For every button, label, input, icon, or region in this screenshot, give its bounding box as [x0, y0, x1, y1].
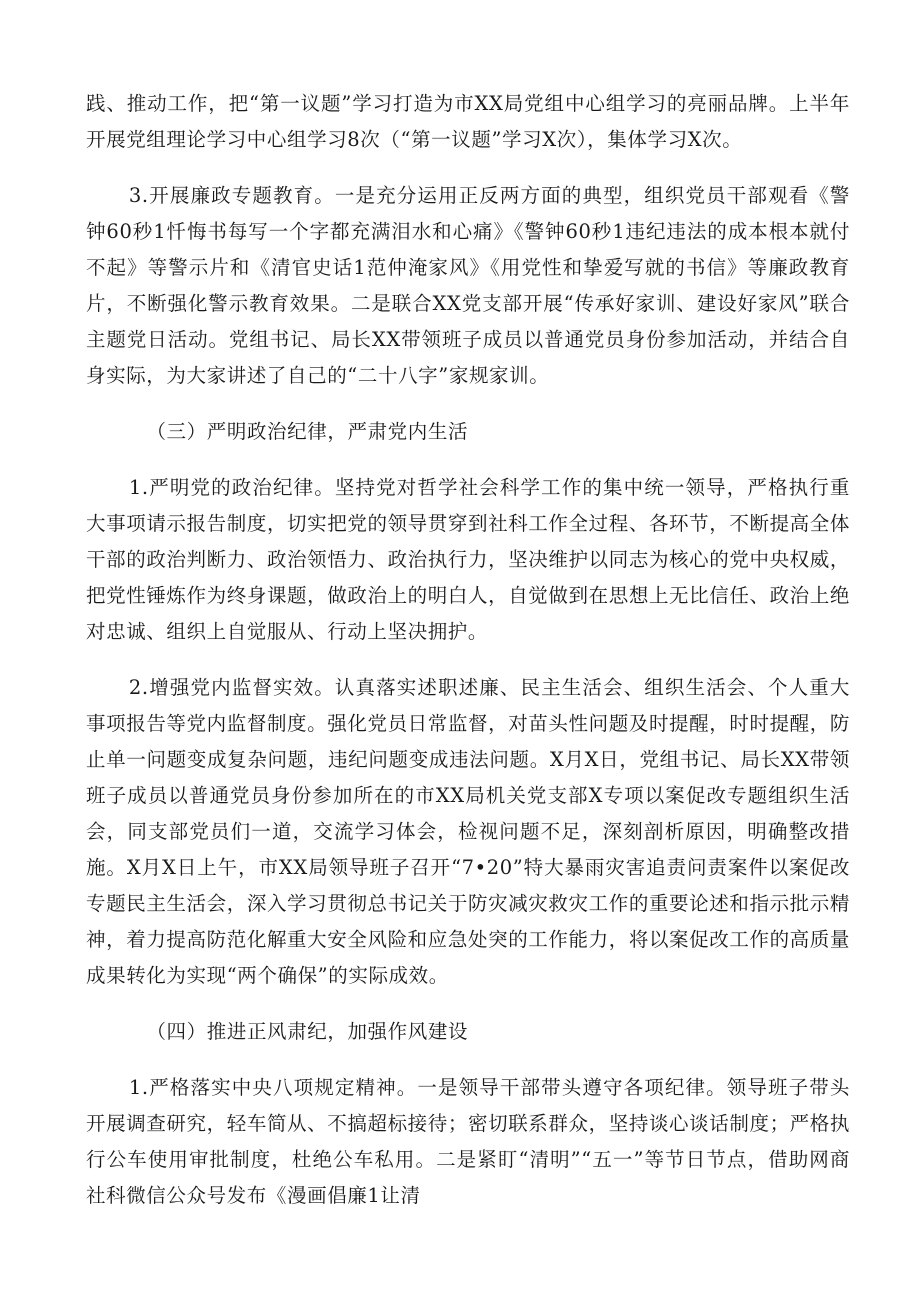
paragraph-clean-government-education: 3.开展廉政专题教育。一是充分运用正反两方面的典型，组织党员干部观看《警钟60秒1忏悔书每写一个字都充满泪水和心痛》《警钟60秒1违纪违法的成本根本就付不起》等警示片和《清官史话1范仲淹家风》《用党性和挚爱写就的书信》等廉政教育片，不断强化警示教育效果。二是联合XX党支部开展“传承好家训、建设好家风”联合主题党日活动。党组书记、局长XX带领班子成员以普通党员身份参加活动，并结合自身实际，为大家讲述了自己的“二十八字”家规家训。	[86, 184, 850, 387]
section-heading-3: （三）严明政治纪律，严肃党内生活	[146, 420, 469, 443]
section-heading-4: （四）推进正风肃纪，加强作风建设	[146, 1020, 469, 1043]
paragraph-continuation: 践、推动工作，把“第一议题”学习打造为市XX局党组中心组学习的亮丽品牌。上半年开展党组理论学习中心组学习8次（“第一议题”学习X次），集体学习X次。	[86, 92, 850, 151]
paragraph-party-supervision: 2.增强党内监督实效。认真落实述职述廉、民主生活会、组织生活会、个人重大事项报告等党内监督制度。强化党员日常监督，对苗头性问题及时提醒，时时提醒，防止单一问题变成复杂问题，违纪问题变成违法问题。X月X日，党组书记、局长XX带领班子成员以普通党员身份参加所在的市XX局机关党支部X专项以案促改专题组织生活会，同支部党员们一道，交流学习体会，检视问题不足，深刻剖析原因，明确整改措施。X月X日上午，市XX局领导班子召开“7•20”特大暴雨灾害追责问责案件以案促改专题民主生活会，深入学习贯彻总书记关于防灾减灾救灾工作的重要论述和指示批示精神，着力提高防范化解重大安全风险和应急处突的工作能力，将以案促改工作的高质量成果转化为实现“两个确保”的实际成效。	[86, 676, 850, 987]
paragraph-political-discipline: 1.严明党的政治纪律。坚持党对哲学社会科学工作的集中统一领导，严格执行重大事项请示报告制度，切实把党的领导贯穿到社科工作全过程、各环节，不断提高全体干部的政治判断力、政治领悟力、政治执行力，坚决维护以同志为核心的党中央权威，把党性锤炼作为终身课题，做政治上的明白人，自觉做到在思想上无比信任、政治上绝对忠诚、组织上自觉服从、行动上坚决拥护。	[86, 476, 850, 643]
paragraph-eight-point-rules: 1.严格落实中央八项规定精神。一是领导干部带头遵守各项纪律。领导班子带头开展调查研究，轻车简从、不搞超标接待；密切联系群众，坚持谈心谈话制度；严格执行公车使用审批制度，杜绝公车私用。二是紧盯“清明”“五一”等节日节点，借助网商社科微信公众号发布《漫画倡廉1让清	[86, 1076, 850, 1207]
